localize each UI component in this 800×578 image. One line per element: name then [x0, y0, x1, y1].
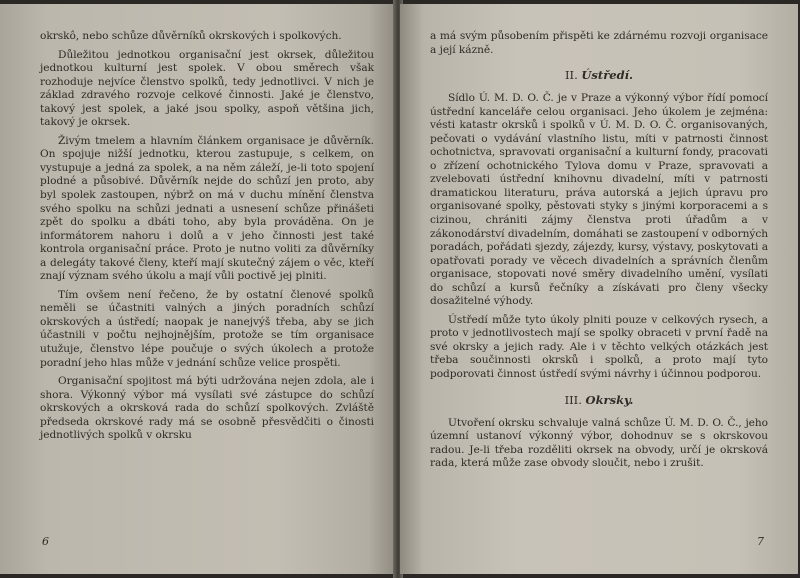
left-paragraph-3: Živým tmelem a hlavním článkem organisace je důvěrník. On spojuje nižší jednotku, kterou zastupuje, s celkem, on vystupuje a jedná za spolek, a na něm záleží, je-li toto spojení plodné a působivé. Důvěrník nejde do schůzí jen proto, aby byl spolek zastoupen, nýbrž on má v duchu mínění členstva svého spolku na schůzi jednati a usnesení schůze přinášeti zpět do spolku a dbáti toho, aby byla prováděna. On je informátorem nahoru i dolů a v jeho činnosti jest také kontrola organisační práce. Proto je nutno voliti za důvěrníky a delegáty takové členy, kteří mají skutečný zájem o věc, kteří znají význam svého úkolu a mají vůli poctivě jej plniti. — [40, 134, 374, 283]
left-page-number: 6 — [42, 535, 49, 548]
ustredi-paragraph-1: Sídlo Ú. M. D. O. Č. je v Praze a výkonný výbor řídí pomocí ústřední kanceláře celou organisaci. Jeho úkolem je zejména: vésti katastr okrsků i spolků v Ú. M. D. O. Č. organisovaných, pečovati o vydávání vlastního listu, míti v patrnosti činnost ochotnictva, spravovati organisační a kulturní fondy, pracovati o zřízení ochotnického Tylova domu v Praze, spravovati a zvelebovati ústřední knihovnu divadelní, míti v patrnosti dramatickou literaturu, práva autorská a jejich úpravu pro organisované spolky, pěstovati styky s jinými korporacemi a s cizinou, chrániti zájmy členstva proti úřadům a v zákonodárství divadelním, domáhati se zastoupení v odborných poradách, pořádati sjezdy, zájezdy, kursy, výstavy, poskytovati a opatřovati porady ve věcech divadelních a správních členům organisace, stopovati nové směry divadelního umění, vysílati do schůzí a kursů řečníky a získávati pro členy všecky dosažitelné výhody. — [430, 92, 768, 308]
section-title: Okrsky. — [585, 392, 634, 407]
okrsky-paragraph-1: Utvoření okrsku schvaluje valná schůze Ú. M. D. O. Č., jeho územní ustanoví výkonný výbor, dohodnuv se s okrskovou radou. Je-li třeba rozděliti okrsek na obvody, určí je okrsková rada, která může zase obvody sloučit, nebo i zrušit. — [430, 416, 768, 470]
right-intro-paragraph: a má svým působením přispěti ke zdárnému rozvoji organisace a její kázně. — [430, 30, 768, 56]
section-heading-ustredi — [430, 68, 768, 82]
left-paragraph-2: Důležitou jednotkou organisační jest okrsek, důležitou jednotkou kulturní jest spolek. V obou směrech však rozhoduje nejvíce členstvo spolků, tedy jednotlivci. V nich je základ zdravého rozvoje celkové činnosti. Jaké je členstvo, takový jest spolek, a jaké jsou spolky, aspoň většina jich, takový je okrsek. — [40, 48, 374, 129]
right-page-number: 7 — [757, 535, 764, 548]
section-title: Ústředí. — [581, 68, 633, 83]
section-number: III. — [564, 392, 582, 407]
section-heading-okrsky — [430, 393, 768, 407]
left-paragraph-4: Tím ovšem není řečeno, že by ostatní členové spolků neměli se účastniti valných a jiných poradních schůzí okrskových a ústředí; naopak je nanejvýš třeba, aby se jich účastnili v počtu nejhojnějším, protože se tím organisace utužuje, členstvo lépe poučuje o svých úkolech a protože poradní jeho hlas může v jednání schůze velice prospěti. — [40, 288, 374, 369]
ustredi-paragraph-2: Ústředí může tyto úkoly plniti pouze v celkových rysech, a proto v jednotlivostech mají se spolky obraceti v první řadě na své okrsky a jejich rady. Ale i v těchto velkých otázkách jest třeba součinnosti okrsků i spolků, a proto mají tyto podporovati činnost ústředí svými návrhy i účinnou podporou. — [430, 313, 768, 381]
right-page — [400, 4, 798, 574]
left-paragraph-5: Organisační spojitost má býti udržována nejen zdola, ale i shora. Výkonný výbor má vysílati své zástupce do schůzí okrskových a okrsková rada do schůzí spolkových. Zvláště předseda okrskové rady má se osobně přesvědčiti o činosti jednotlivých spolků v okrsku — [40, 375, 374, 442]
left-page — [0, 4, 396, 574]
left-paragraph-1: okrskô, nebo schůze důvěrníků okrskových i spolkových. — [40, 30, 342, 42]
section-number: II. — [564, 68, 578, 83]
